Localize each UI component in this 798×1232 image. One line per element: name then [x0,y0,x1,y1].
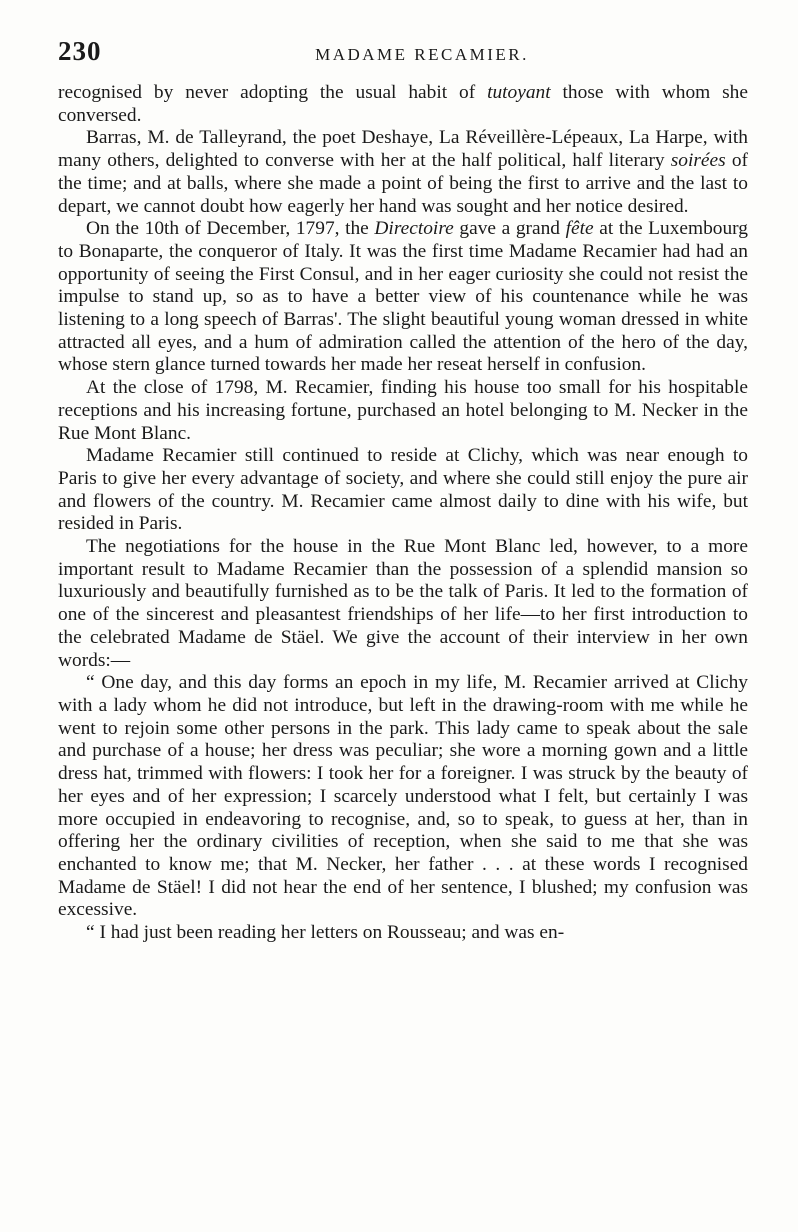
italic-text: tutoyant [487,82,551,103]
page-header [58,36,746,70]
italic-text: soirées [670,150,726,172]
body-text [58,82,748,945]
paragraph [58,127,748,218]
text-run: at the Luxembourg to Bonaparte, the conqueror of Italy. It was the first time Madame Recamier had had an opportunity of seeing the First Consul, and in her eager curiosity she could not resist the impulse to stand up, so as to have a better view of his countenance while he was listening to a long speech of Barras'. The slight beautiful young woman dressed in white attracted all eyes, and a hum of admiration called the attention of the hero of the day, whose stern glance turned towards her made her reseat herself in confusion. [58,218,748,376]
paragraph [58,377,748,445]
text-run: “ One day, and this day forms an epoch in my life, M. Recamier arrived at Clichy with a lady whom he did not introduce, but left in the drawing-room with me while he went to rejoin some other persons in the park. This lady came to speak about the sale and purchase of a house; her dress was peculiar; she wore a morning gown and a little dress hat, trimmed with flowers: I took her for a foreigner. I was struck by the beauty of her eyes and of her expression; I scarcely understood what I felt, but certainly I was more occupied in endeavoring to recognise, and, so to speak, to guess at her, than in offering her the ordinary civilities of reception, when she said to me that she was enchanted to know me; that M. Necker, her father . . . at these words I recognised Madame de Stäel! I did not hear the end of her sentence, I blushed; my confusion was excessive. [58,672,748,921]
text-run: The negotiations for the house in the Rue Mont Blanc led, however, to a more important result to Madame Recamier than the possession of a splendid mansion so luxuriously and beautifully furnished as to be the talk of Paris. It led to the formation of one of the sincerest and pleasantest friendships of her life—to her first introduction to the celebrated Madame de Stäel. We give the account of their interview in her own words:— [58,536,748,671]
text-run: Barras, M. de Talleyrand, the poet Deshaye, La Réveillère-Lépeaux, La Harpe, with many others, delighted to converse with her at the half political, half literary [58,127,748,172]
text-run: those with whom she conversed. [58,82,748,126]
running-head: MADAME RECAMIER. [315,45,529,64]
text-run: gave a grand [453,218,566,240]
text-run: of the time; and at balls, where she made a point of being the first to arrive and the last to depart, we cannot doubt how eagerly her hand was sought and her notice desired. [58,150,748,217]
paragraph [58,536,748,672]
paragraph [58,445,748,536]
paragraph [58,218,748,377]
paragraph [58,672,748,922]
text-run: “ I had just been reading her letters on Rousseau; and was en- [86,922,565,944]
italic-text: Directoire [374,218,454,240]
paragraph [58,82,748,127]
paragraph [58,922,748,945]
page-number: 230 [58,36,102,66]
text-run: Madame Recamier still continued to reside at Clichy, which was near enough to Paris to give her every advantage of society, and where she could still enjoy the pure air and flowers of the country. M. Recamier came almost daily to dine with his wife, but resided in Paris. [58,445,748,535]
text-run: On the 10th of December, 1797, the [86,218,375,240]
text-run: At the close of 1798, M. Recamier, finding his house too small for his hospitable receptions and his increasing fortune, purchased an hotel belonging to M. Necker in the Rue Mont Blanc. [58,377,748,444]
italic-text: fête [565,218,594,240]
text-run: recognised by never adopting the usual habit of [58,82,488,103]
